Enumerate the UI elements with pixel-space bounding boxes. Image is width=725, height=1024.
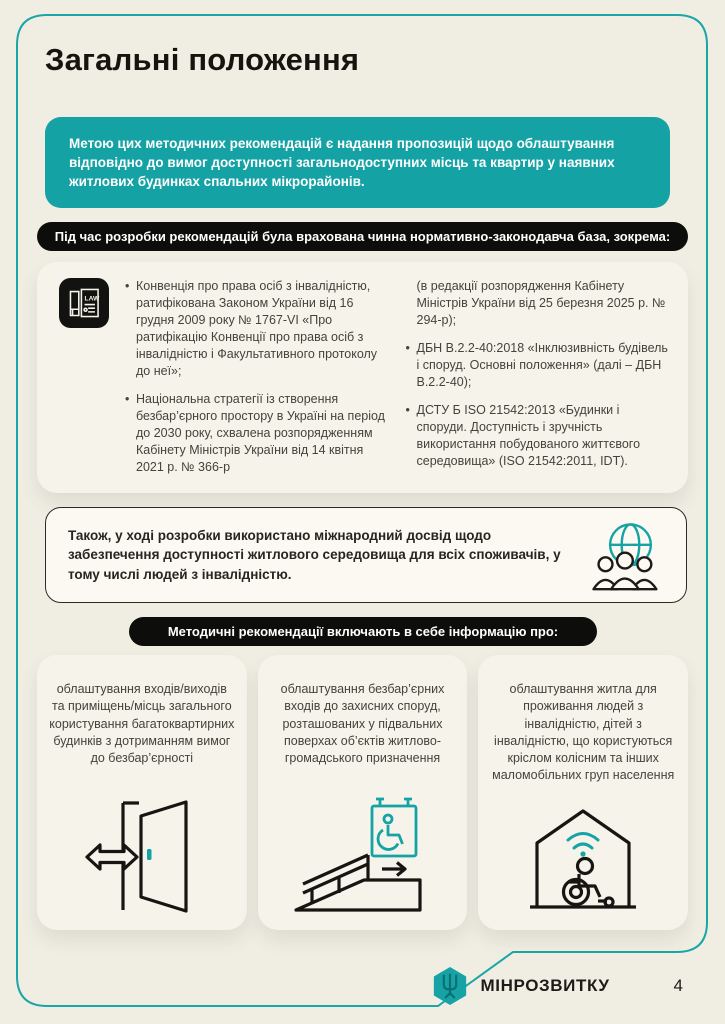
info-cards-row: [37, 655, 688, 930]
legal-list-left: [125, 278, 390, 481]
svg-text:LAW: LAW: [84, 295, 100, 303]
international-note-box: [45, 507, 687, 603]
legal-section-header: Під час розробки рекомендацій була врахована чинна нормативно-законодавча база, зокрема:: [37, 222, 688, 251]
legal-item: • Національна стратегії із створення безбар’єрного простору в Україні на період до 2030 року, схвалена розпорядженням Кабінету Міністрів України від 14 квітня 2021 р. № 366-р: [125, 391, 390, 476]
info-card-text: облаштування входів/виходів та приміщень/місць загального користування багатоквартирних будинків з дотриманням вимог до безбар’єрності: [49, 682, 235, 765]
legal-item: • ДБН В.2.2-40:2018 «Інклюзивність будівель і споруд. Основні положення» (далі – ДБН В.2.2-40);: [406, 340, 671, 391]
intro-highlight-box: [45, 117, 670, 208]
legal-item: • Конвенція про права осіб з інвалідністю, ратифікована Законом України від 16 грудня 2009 року № 1767-VI «Про ратифікацію Конвенції про права осіб з інвалідністю і Факультативного протоколу до неї»;: [125, 278, 390, 380]
law-document-icon: [59, 278, 109, 328]
intro-text: Метою цих методичних рекомендацій є надання пропозицій щодо облаштування відповідно до вимог доступності загальнодоступних місць та квартир у наявних житлових будинках спальних мікрорайонів.: [69, 135, 615, 190]
globe-people-icon: [582, 518, 666, 592]
footer: [0, 964, 705, 1008]
legal-list-right: [406, 278, 671, 481]
ministry-brand: [431, 965, 610, 1007]
ministry-name: МІНРОЗВИТКУ: [480, 976, 610, 995]
house-wheelchair-wifi-icon: [508, 790, 658, 916]
info-card-entrances: [37, 655, 247, 930]
info-card-text: облаштування безбар’єрних входів до захисних споруд, розташованих у підвальних поверхах об’єктів житлово-громадського призначення: [280, 682, 445, 765]
legal-item-continuation: (в редакції розпорядження Кабінету Міністрів України від 25 березня 2025 р. № 294-р);: [416, 279, 666, 327]
legal-item: • ДСТУ Б ISO 21542:2013 «Будинки і споруди. Доступність і зручність використання побудованого життєвого середовища» (ISO 21542:2011, IDT).: [406, 402, 671, 470]
legal-references-panel: [37, 262, 688, 493]
info-card-shelters: [258, 655, 468, 930]
info-card-text: облаштування житла для проживання людей з інвалідністю, дітей з інвалідністю, що користуються кріслом колісним та інших маломобільних груп населення: [492, 682, 675, 783]
contents-section-header: Методичні рекомендації включають в себе інформацію про:: [129, 617, 597, 646]
page-number: 4: [673, 976, 683, 995]
ramp-shelter-access-icon: [288, 790, 438, 916]
trident-hexagon-icon: [431, 965, 469, 1007]
door-exit-arrow-icon: [67, 790, 217, 916]
page-title: Загальні положення: [45, 42, 360, 77]
info-card-housing: [478, 655, 688, 930]
international-note-text: Також, у ході розробки використано міжнародний досвід щодо забезпечення доступності житлового середовища для всіх споживачів, у тому числі людей з інвалідністю.: [68, 528, 561, 582]
